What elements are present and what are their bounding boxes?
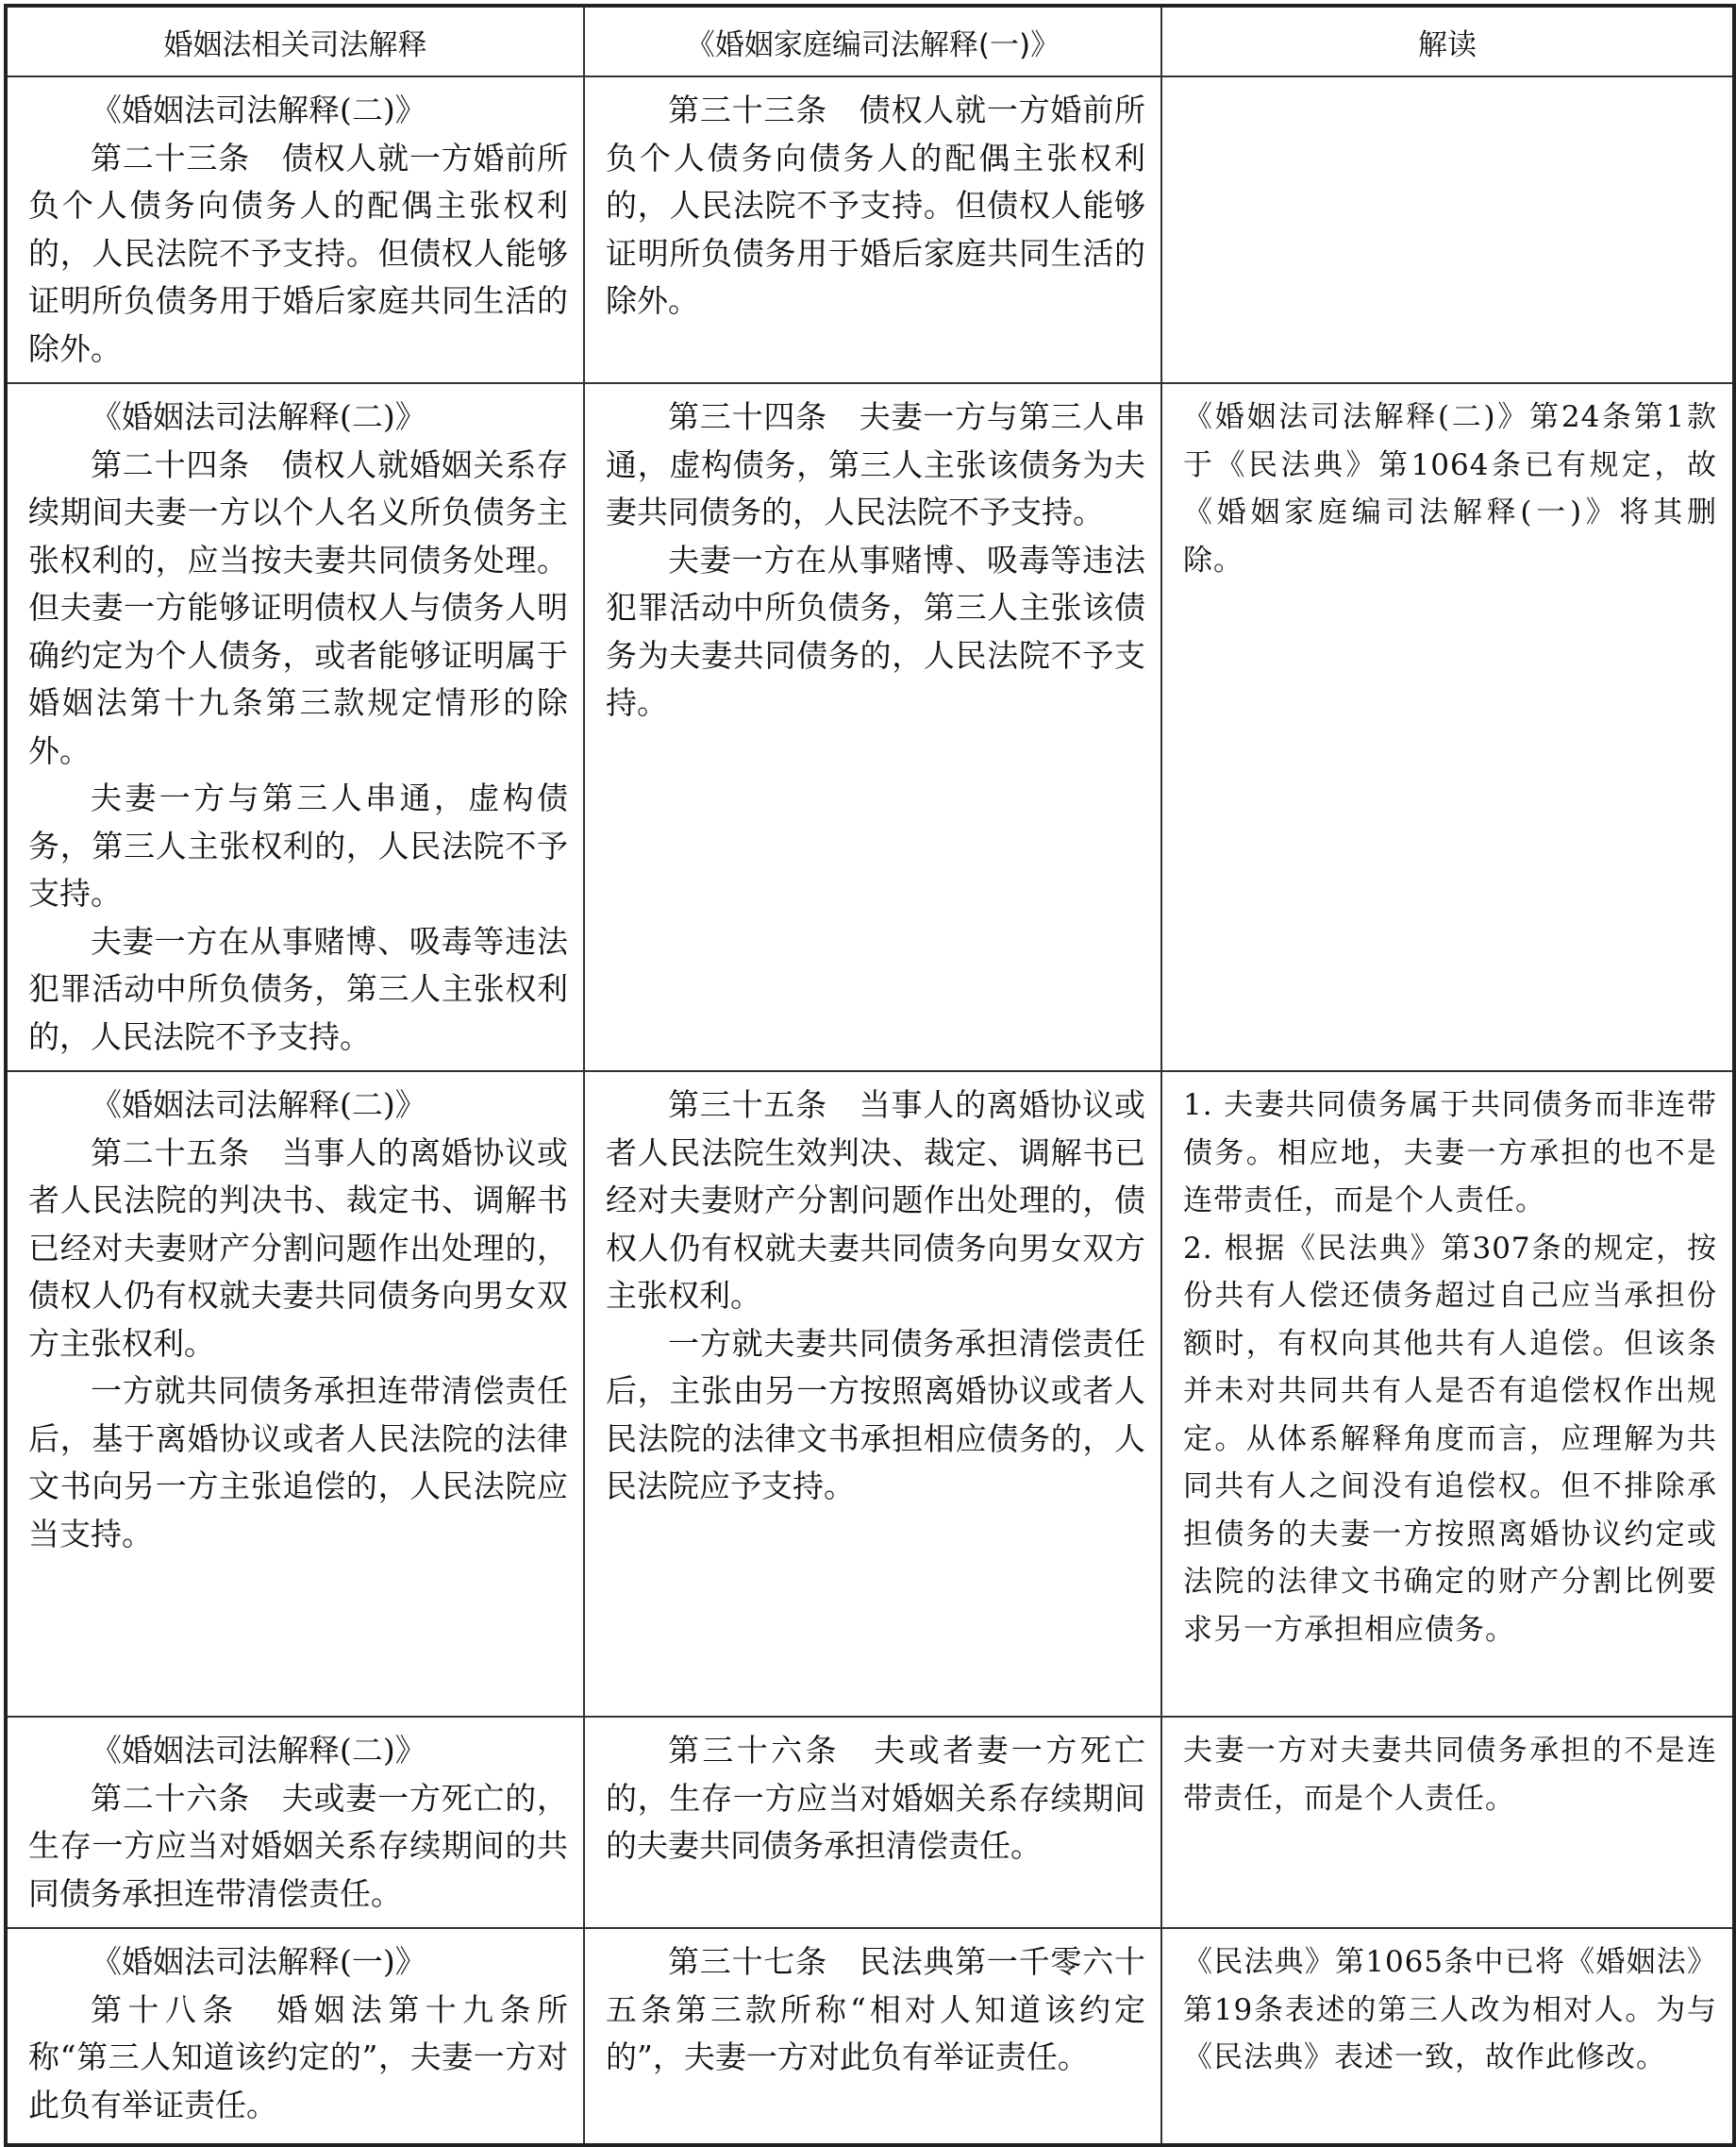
provision-text: 一方就夫妻共同债务承担清偿责任后，主张由另一方按照离婚协议或者人民法院的法律文书承担相应债务的，人民法院应予支持。 [606, 1324, 1145, 1504]
provision-text: 第二十六条 夫或妻一方死亡的，生存一方应当对婚姻关系存续期间的共同债务承担连带清偿责任。 [28, 1779, 568, 1912]
provision-text: 第三十三条 债权人就一方婚前所负个人债务向债务人的配偶主张权利的，人民法院不予支持。但债权人能够证明所负债务用于婚后家庭共同生活的除外。 [606, 92, 1145, 319]
table-row [6, 1928, 1734, 2145]
header-old-interpretation: 婚姻法相关司法解释 [6, 6, 584, 76]
commentary-text: 《民法典》第1065条中已将《婚姻法》第19条表述的第三人改为相对人。为与《民法典》表述一致，故作此修改。 [1183, 1945, 1717, 2074]
new-provision-cell [584, 383, 1161, 1071]
commentary-cell [1161, 383, 1734, 1071]
source-title: 《婚姻法司法解释(二)》 [91, 398, 426, 435]
provision-text: 第三十六条 夫或者妻一方死亡的，生存一方应当对婚姻关系存续期间的夫妻共同债务承担清偿责任。 [606, 1732, 1145, 1864]
header-new-interpretation: 《婚姻家庭编司法解释(一)》 [584, 6, 1161, 76]
commentary-text: 夫妻一方对夫妻共同债务承担的不是连带责任，而是个人责任。 [1183, 1734, 1717, 1816]
source-title: 《婚姻法司法解释(二)》 [91, 1086, 426, 1123]
old-provision-cell [6, 1717, 584, 1928]
provision-text: 夫妻一方在从事赌博、吸毒等违法犯罪活动中所负债务，第三人主张权利的，人民法院不予支持。 [28, 922, 568, 1055]
commentary-cell [1161, 1717, 1734, 1928]
provision-text: 夫妻一方在从事赌博、吸毒等违法犯罪活动中所负债务，第三人主张该债务为夫妻共同债务的，人民法院不予支持。 [606, 541, 1145, 721]
commentary-cell [1161, 1071, 1734, 1717]
new-provision-cell [584, 76, 1161, 383]
old-provision-cell [6, 1928, 584, 2145]
header-commentary: 解读 [1161, 6, 1734, 76]
provision-text: 夫妻一方与第三人串通，虚构债务，第三人主张权利的，人民法院不予支持。 [28, 780, 568, 912]
table-row [6, 1071, 1734, 1717]
old-provision-cell [6, 383, 584, 1071]
page [4, 4, 1732, 2123]
old-provision-cell [6, 1071, 584, 1717]
comparison-table [4, 4, 1736, 2147]
provision-text: 第十八条 婚姻法第十九条所称“第三人知道该约定的”，夫妻一方对此负有举证责任。 [28, 1990, 568, 2123]
commentary-cell [1161, 1928, 1734, 2145]
table-row [6, 1717, 1734, 1928]
commentary-cell [1161, 76, 1734, 383]
provision-text: 第二十四条 债权人就婚姻关系存续期间夫妻一方以个人名义所负债务主张权利的，应当按夫妻共同债务处理。但夫妻一方能够证明债权人与债务人明确约定为个人债务，或者能够证明属于婚姻法第十九条第三款规定情形的除外。 [28, 445, 568, 769]
new-provision-cell [584, 1717, 1161, 1928]
provision-text: 第二十五条 当事人的离婚协议或者人民法院的判决书、裁定书、调解书已经对夫妻财产分割问题作出处理的，债权人仍有权就夫妻共同债务向男女双方主张权利。 [28, 1133, 568, 1362]
provision-text: 第三十四条 夫妻一方与第三人串通，虚构债务，第三人主张该债务为夫妻共同债务的，人民法院不予支持。 [606, 398, 1145, 530]
provision-text: 第二十三条 债权人就一方婚前所负个人债务向债务人的配偶主张权利的，人民法院不予支持。但债权人能够证明所负债务用于婚后家庭共同生活的除外。 [28, 139, 568, 367]
source-title: 《婚姻法司法解释(二)》 [91, 1732, 426, 1769]
new-provision-cell [584, 1071, 1161, 1717]
table-row [6, 76, 1734, 383]
old-provision-cell [6, 76, 584, 383]
source-title: 《婚姻法司法解释(二)》 [91, 92, 426, 128]
commentary-text: 1. 夫妻共同债务属于共同债务而非连带债务。相应地，夫妻一方承担的也不是连带责任，而是个人责任。 [1183, 1088, 1717, 1217]
table-row [6, 383, 1734, 1071]
source-title: 《婚姻法司法解释(一)》 [91, 1943, 426, 1980]
commentary-text: 《婚姻法司法解释(二)》第24条第1款于《民法典》第1064条已有规定，故《婚姻家庭编司法解释(一)》将其删除。 [1183, 400, 1717, 578]
provision-text: 第三十五条 当事人的离婚协议或者人民法院生效判决、裁定、调解书已经对夫妻财产分割问题作出处理的，债权人仍有权就夫妻共同债务向男女双方主张权利。 [606, 1086, 1145, 1314]
new-provision-cell [584, 1928, 1161, 2145]
header-row [6, 6, 1734, 76]
provision-text: 一方就共同债务承担连带清偿责任后，基于离婚协议或者人民法院的法律文书向另一方主张追偿的，人民法院应当支持。 [28, 1372, 568, 1552]
provision-text: 第三十七条 民法典第一千零六十五条第三款所称“相对人知道该约定的”，夫妻一方对此负有举证责任。 [606, 1943, 1145, 2075]
commentary-text: 2. 根据《民法典》第307条的规定，按份共有人偿还债务超过自己应当承担份额时，有权向其他共有人追偿。但该条并未对共同共有人是否有追偿权作出规定。从体系解释角度而言，应理解为共同共有人之间没有追偿权。但不排除承担债务的夫妻一方按照离婚协议约定或法院的法律文书确定的财产分割比例要求另一方承担相应债务。 [1183, 1231, 1717, 1647]
